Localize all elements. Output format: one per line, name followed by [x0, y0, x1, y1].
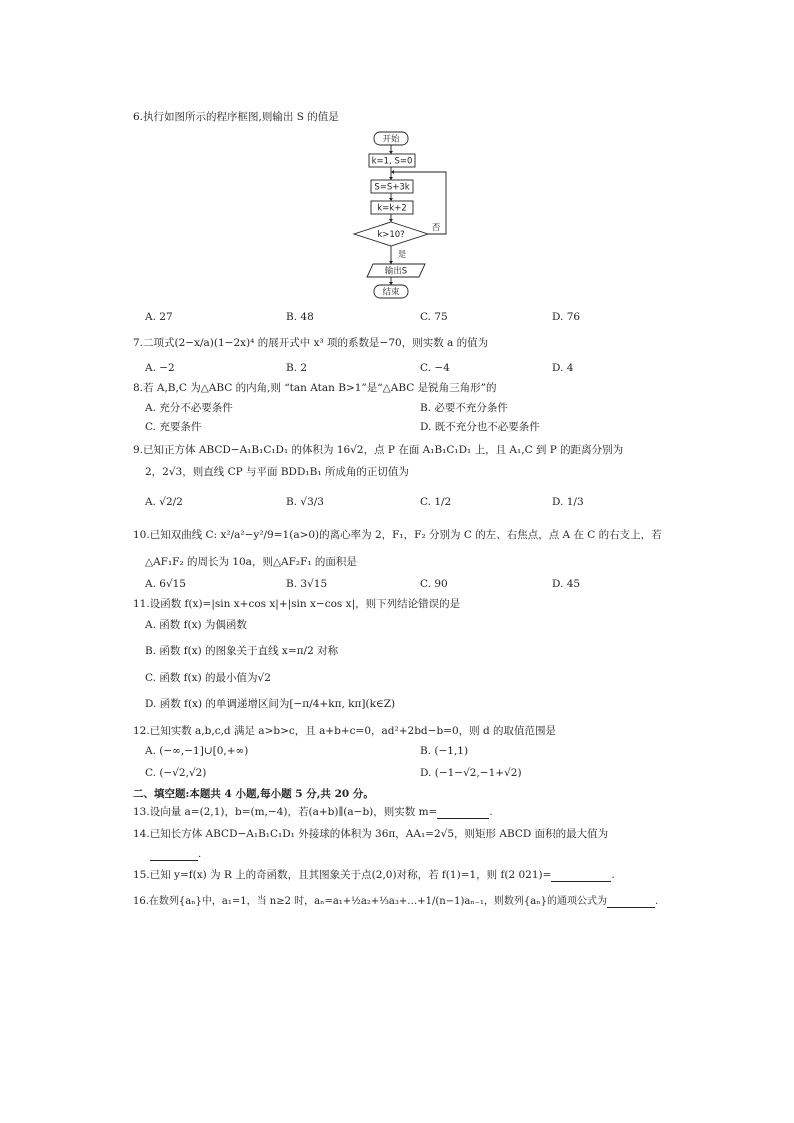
q8-stem: 8.若 A,B,C 为△ABC 的内角,则 “tan Atan B>1”是“△ABC 是锐角三角形”的: [133, 382, 497, 394]
q15-tail: .: [611, 869, 615, 881]
flow-update-k-label: k=k+2: [377, 203, 407, 214]
q10-stem-line1: 10.已知双曲线 C: x²/a²−y²/9=1(a>0)的离心率为 2，F₁，F₂ 分别为 C 的左、右焦点，点 A 在 C 的右支上，若: [133, 529, 662, 541]
q14-stem-line1: 14.已知长方体 ABCD−A₁B₁C₁D₁ 外接球的体积为 36π，AA₁=2√5，则矩形 ABCD 面积的最大值为: [133, 828, 609, 840]
program-flowchart: [340, 126, 460, 306]
q15-line: [133, 869, 615, 882]
q16-answer-blank[interactable]: [607, 907, 655, 908]
q16-tail: .: [654, 896, 659, 907]
flow-no-label: 否: [431, 223, 441, 233]
q7-option-c: C. −4: [420, 362, 450, 374]
q6-option-b: B. 48: [286, 311, 314, 323]
q8-option-c: C. 充要条件: [145, 421, 202, 433]
q11-option-c: C. 函数 f(x) 的最小值为√2: [145, 672, 271, 684]
flow-decision-label: k>10?: [377, 230, 405, 240]
q9-stem-line2: 2，2√3，则直线 CP 与平面 BDD₁B₁ 所成角的正切值为: [145, 466, 409, 478]
q12-option-a: A. (−∞,−1]∪[0,+∞): [145, 745, 249, 757]
q15-stem: 15.已知 y=f(x) 为 R 上的奇函数，且其图象关于点(2,0)对称，若 f(1)=1，则 f(2 021)=: [133, 869, 552, 881]
q10-option-a: A. 6√15: [145, 578, 186, 590]
q9-option-a: A. √2/2: [145, 496, 183, 508]
q12-option-c: C. (−√2,√2): [145, 767, 207, 779]
q6-stem: 6.执行如图所示的程序框图,则输出 S 的值是: [133, 111, 339, 123]
flow-yes-label: 是: [397, 250, 407, 260]
q12-option-b: B. (−1,1): [420, 745, 469, 757]
q7-option-d: D. 4: [552, 362, 574, 374]
q6-option-d: D. 76: [552, 311, 581, 323]
q16-line: [133, 896, 658, 908]
q6-option-c: C. 75: [420, 311, 448, 323]
q14-tail: .: [198, 848, 202, 860]
q12-option-d: D. (−1−√2,−1+√2): [420, 767, 522, 779]
q13-stem: 13.设向量 a=(2,1)，b=(m,−4)，若(a+b)∥(a−b)，则实数 m=: [133, 806, 438, 818]
q13-line: [133, 806, 493, 819]
q13-tail: .: [489, 806, 493, 818]
q12-stem: 12.已知实数 a,b,c,d 满足 a>b>c，且 a+b+c=0，ad²+2bd−b=0，则 d 的取值范围是: [133, 725, 557, 737]
q8-option-a: A. 充分不必要条件: [145, 402, 233, 414]
flow-output-label: 输出S: [384, 266, 408, 277]
flow-end-label: 结束: [382, 287, 400, 298]
q10-stem-line2: △AF₁F₂ 的周长为 10a，则△AF₂F₁ 的面积是: [145, 556, 357, 568]
flow-start-label: 开始: [382, 134, 400, 145]
q9-option-d: D. 1/3: [552, 496, 584, 508]
q13-answer-blank[interactable]: [437, 818, 489, 819]
q14-answer-blank[interactable]: [150, 860, 198, 861]
q8-option-d: D. 既不充分也不必要条件: [420, 421, 540, 433]
q8-option-b: B. 必要不充分条件: [420, 402, 508, 414]
q11-option-a: A. 函数 f(x) 为偶函数: [145, 619, 247, 631]
q10-option-d: D. 45: [552, 578, 581, 590]
flow-update-s-label: S=S+3k: [374, 182, 410, 193]
q9-option-b: B. √3/3: [286, 496, 324, 508]
q9-stem-line1: 9.已知正方体 ABCD−A₁B₁C₁D₁ 的体积为 16√2，点 P 在面 A₁B₁C₁D₁ 上，且 A₁,C 到 P 的距离分别为: [133, 444, 624, 456]
q9-option-c: C. 1/2: [420, 496, 452, 508]
q10-option-c: C. 90: [420, 578, 448, 590]
flow-init-label: k=1, S=0: [371, 156, 413, 167]
q7-stem: 7.二项式(2−x/a)(1−2x)⁴ 的展开式中 x³ 项的系数是−70，则实数 a 的值为: [133, 337, 489, 349]
q7-option-a: A. −2: [145, 362, 175, 374]
q11-stem: 11.设函数 f(x)=|sin x+cos x|+|sin x−cos x|，则下列结论错误的是: [133, 598, 461, 610]
q15-answer-blank[interactable]: [551, 881, 611, 882]
q7-option-b: B. 2: [286, 362, 308, 374]
q14-line2: [150, 848, 201, 861]
q11-option-d: D. 函数 f(x) 的单调递增区间为[−π/4+kπ, kπ](k∈Z): [145, 698, 396, 710]
q16-stem: 16.在数列{aₙ}中，a₁=1，当 n≥2 时，aₙ=a₁+½a₂+⅓a₃+…+1/(n−1)aₙ₋₁，则数列{aₙ}的通项公式为: [133, 896, 607, 907]
section-fill-in-title: 二、填空题:本题共 4 小题,每小题 5 分,共 20 分。: [133, 788, 374, 800]
q10-option-b: B. 3√15: [286, 578, 328, 590]
q6-option-a: A. 27: [145, 311, 173, 323]
q11-option-b: B. 函数 f(x) 的图象关于直线 x=π/2 对称: [145, 645, 339, 657]
